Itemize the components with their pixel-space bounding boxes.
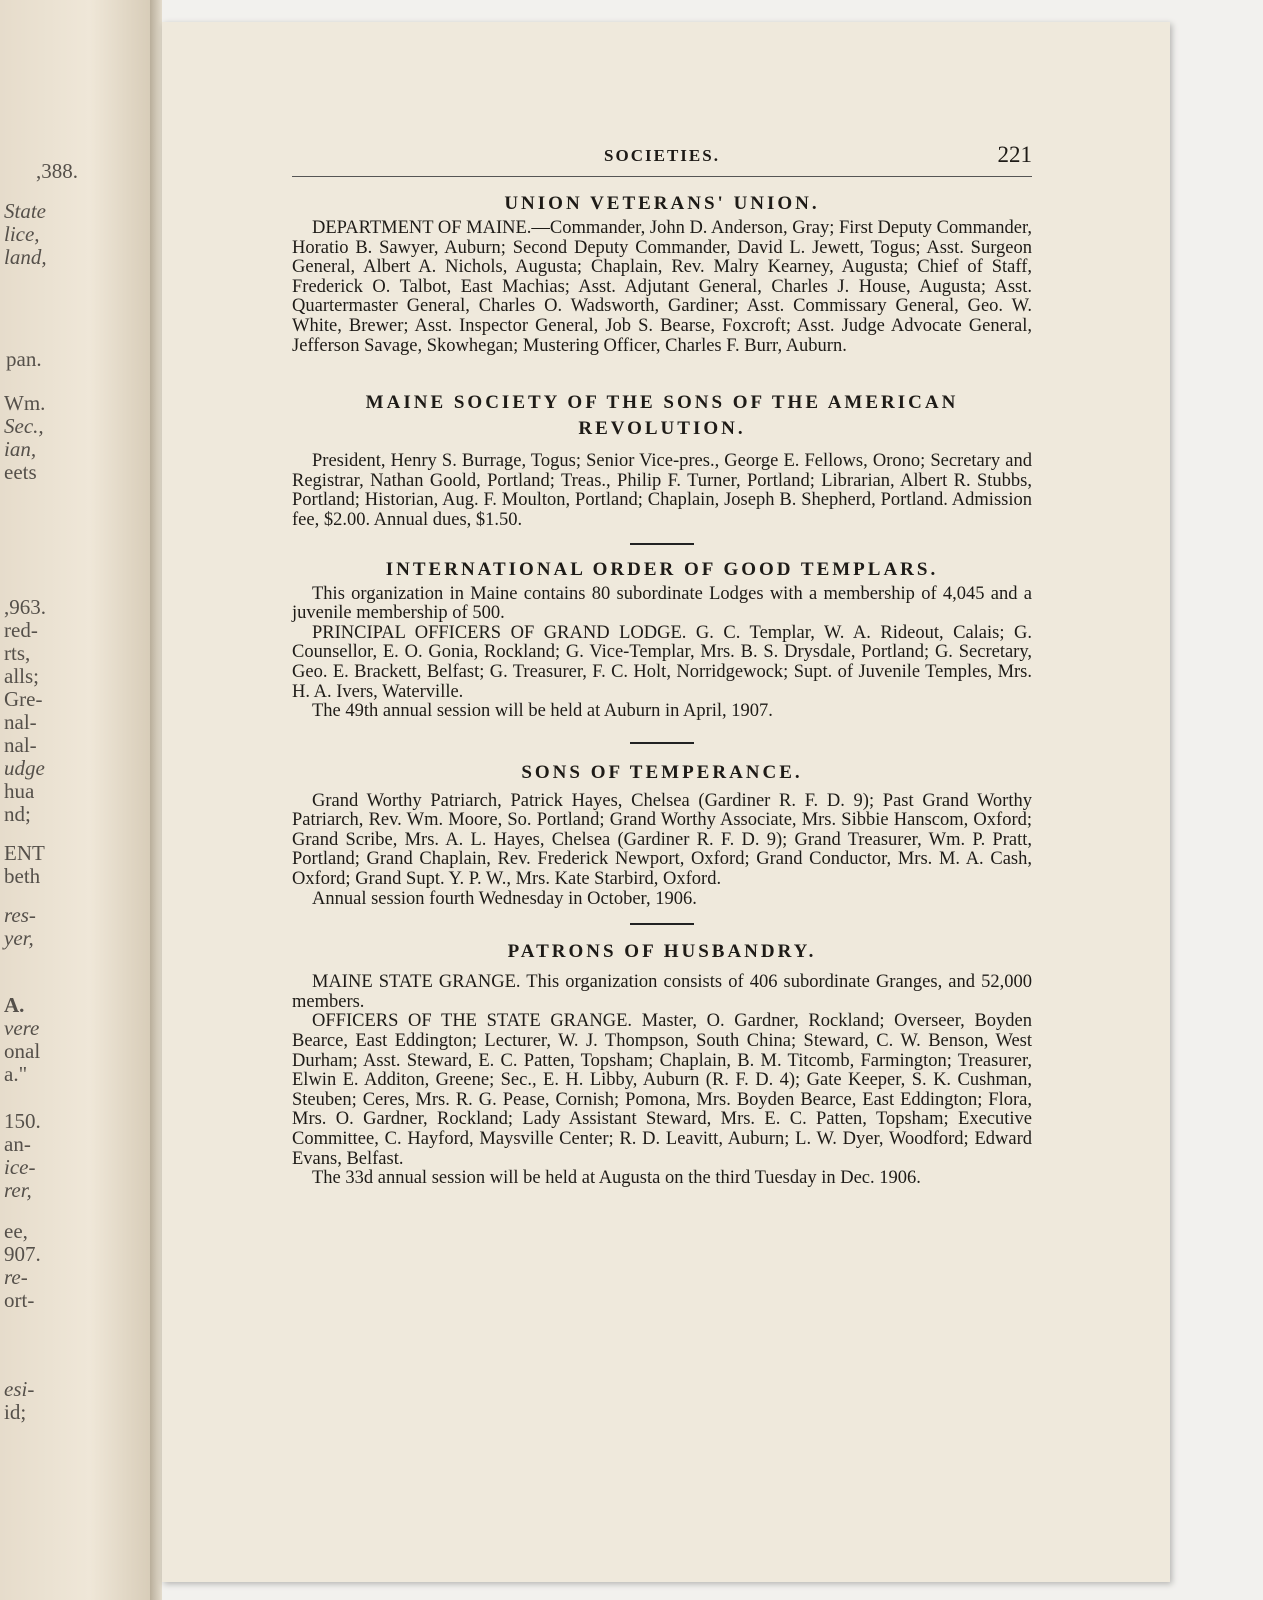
- section-paragraph: This organization in Maine contains 80 subordinate Lodges with a membership of 4,045 and a juvenile membership of 500.: [292, 583, 1032, 624]
- fragment-line: 150.: [4, 1109, 41, 1133]
- left-page-fragment: [4, 596, 150, 826]
- fragment-line: nal-: [4, 733, 37, 757]
- section-paragraph: PRINCIPAL OFFICERS OF GRAND LODGE. G. C. Templar, W. A. Rideout, Calais; G. Counsellor, E. O. Gonia, Rockland; G. Vice-Templar, Mrs. B. S. Drysdale, Portland; G. Secretary, Geo. E. Brackett, Belfast; G. Treasurer, F. C. Holt, Norridgewock; Supt. of Juvenile Temples, Mrs. H. A. Ivers, Waterville.: [292, 622, 1032, 702]
- section-paragraph: President, Henry S. Burrage, Togus; Senior Vice-pres., George E. Fellows, Orono; Secretary and Registrar, Nathan Goold, Portland; Treas., Philip F. Turner, Portland; Librarian, Albert R. Stubbs, Portland; Historian, Aug. F. Moulton, Portland; Chaplain, Joseph B. Shepherd, Portland. Admission fee, $2.00. Annual dues, $1.50.: [292, 451, 1032, 530]
- running-header-title: SOCIETIES.: [604, 146, 720, 165]
- section-title: PATRONS OF HUSBANDRY.: [507, 941, 817, 963]
- fragment-line: beth: [4, 864, 41, 888]
- section-paragraph: Annual session fourth Wednesday in October, 1906.: [312, 888, 697, 909]
- fragment-line: ice-: [4, 1155, 36, 1179]
- section-paragraph: The 33d annual session will be held at Augusta on the third Tuesday in Dec. 1906.: [312, 1168, 921, 1189]
- book-page: [162, 22, 1170, 1582]
- fragment-line: esi-: [4, 1377, 35, 1401]
- fragment-line: alls;: [4, 664, 39, 688]
- fragment-line: State: [4, 199, 46, 223]
- section-divider: [630, 742, 694, 744]
- fragment-line: an-: [4, 1132, 31, 1156]
- fragment-line: udge: [4, 756, 45, 780]
- section-sons-of-temperance: [292, 760, 1032, 910]
- fragment-line: onal: [4, 1039, 41, 1063]
- left-page-fragment: [4, 1220, 150, 1312]
- left-page-fragment: [36, 160, 150, 183]
- fragment-line: ENT: [4, 841, 45, 865]
- section-paragraph: The 49th annual session will be held at Auburn in April, 1907.: [312, 701, 773, 722]
- fragment-line: res-: [4, 903, 36, 927]
- page-content: [292, 142, 1032, 1189]
- running-header: [292, 142, 1032, 177]
- fragment-line: rts,: [4, 641, 31, 665]
- fragment-line: hua: [4, 779, 35, 803]
- fragment-line: ee,: [4, 1219, 28, 1243]
- fragment-line: nal-: [4, 710, 37, 734]
- section-title: INTERNATIONAL ORDER OF GOOD TEMPLARS.: [385, 558, 939, 580]
- fragment-line: land,: [4, 245, 47, 269]
- section-title: SONS OF TEMPERANCE.: [521, 761, 803, 783]
- section-union-veterans-union: [292, 191, 1032, 356]
- left-page-fragment: [4, 1110, 150, 1202]
- fragment-line: rer,: [4, 1178, 32, 1202]
- book-gutter: [150, 0, 162, 1600]
- section-paragraph: Grand Worthy Patriarch, Patrick Hayes, Chelsea (Gardiner R. F. D. 9); Past Grand Worthy Patriarch, Rev. Wm. Moore, So. Portland; Grand Worthy Associate, Mrs. Sibbie Hanscom, Oxford; Grand Scribe, Mrs. A. L. Hayes, Chelsea (Gardiner R. F. D. 9); Grand Treasurer, Wm. P. Pratt, Portland; Grand Chaplain, Rev. Frederick Newport, Oxford; Grand Conductor, Mrs. M. A. Cash, Oxford; Grand Supt. Y. P. W., Mrs. Kate Starbird, Oxford.: [292, 790, 1032, 890]
- left-page-fragment: [4, 200, 150, 269]
- left-page-fragment: [4, 1378, 150, 1424]
- fragment-line: Wm.: [4, 391, 46, 415]
- fragment-line: re-: [4, 1265, 28, 1289]
- left-page-fragment: [4, 842, 150, 888]
- fragment-line: lice,: [4, 222, 40, 246]
- fragment-line: red-: [4, 618, 38, 642]
- fragment-line: nd;: [4, 802, 31, 826]
- left-page-margin: [0, 0, 150, 1600]
- section-title: MAINE SOCIETY OF THE SONS OF THE AMERICAN REVOLUTION.: [365, 392, 959, 440]
- fragment-line: ,388.: [36, 159, 78, 183]
- fragment-line: ian,: [4, 437, 37, 461]
- section-paragraph: MAINE STATE GRANGE. This organization consists of 406 subordinate Granges, and 52,000 members.: [292, 972, 1032, 1012]
- fragment-line: Gre-: [4, 687, 43, 711]
- fragment-line: eets: [4, 460, 37, 484]
- left-page-fragment: [4, 904, 150, 950]
- fragment-line: ort-: [4, 1288, 35, 1312]
- fragment-line: Sec.,: [4, 414, 44, 438]
- fragment-line: 907.: [4, 1242, 41, 1266]
- page-number: 221: [997, 142, 1032, 167]
- section-paragraph: OFFICERS OF THE STATE GRANGE. Master, O. Gardner, Rockland; Overseer, Boyden Bearce, East Eddington; Lecturer, W. J. Thompson, South China; Steward, C. W. Benson, West Durham; Asst. Steward, E. C. Patten, Topsham; Chaplain, B. M. Titcomb, Farmington; Treasurer, Elwin E. Additon, Greene; Sec., E. H. Libby, Auburn (R. F. D. 4); Gate Keeper, S. K. Cushman, Steuben; Ceres, Mrs. R. G. Pease, Cornish; Pomona, Mrs. Boyden Bearce, East Eddington; Flora, Mrs. O. Gardner, Rockland; Lady Assistant Steward, Mrs. E. C. Patten, Topsham; Executive Committee, C. Hayford, Maysville Center; R. D. Leavitt, Auburn; L. W. Dyer, Woodford; Edward Evans, Belfast.: [292, 1011, 1032, 1169]
- section-divider: [630, 543, 694, 545]
- fragment-line: pan.: [6, 347, 42, 371]
- left-page-fragment: [4, 994, 150, 1086]
- section-paragraph: DEPARTMENT OF MAINE.—Commander, John D. Anderson, Gray; First Deputy Commander, Horatio B. Sawyer, Auburn; Second Deputy Commander, David L. Jewett, Togus; Asst. Surgeon General, Albert A. Nichols, Augusta; Chaplain, Rev. Malry Kearney, Augusta; Chief of Staff, Frederick O. Talbot, East Machias; Asst. Adjutant General, Charles J. House, Augusta; Asst. Quartermaster General, Charles O. Wadsworth, Gardiner; Asst. Commissary General, Geo. W. White, Brewer; Asst. Inspector General, Job S. Bearse, Foxcroft; Asst. Judge Advocate General, Jefferson Savage, Skowhegan; Mustering Officer, Charles F. Burr, Auburn.: [292, 218, 1032, 356]
- fragment-line: ,963.: [4, 595, 46, 619]
- left-page-fragment: [6, 348, 150, 371]
- section-good-templars: [292, 557, 1032, 722]
- fragment-line: vere: [4, 1016, 40, 1040]
- fragment-line: id;: [4, 1400, 27, 1424]
- fragment-line: yer,: [4, 926, 34, 950]
- section-sons-of-american-revolution: [292, 390, 1032, 530]
- section-divider: [630, 923, 694, 925]
- section-patrons-of-husbandry: [292, 939, 1032, 1189]
- fragment-line: a.": [4, 1062, 28, 1086]
- left-page-fragment: [4, 392, 150, 484]
- fragment-line: A.: [4, 993, 25, 1017]
- section-title: UNION VETERANS' UNION.: [504, 193, 820, 214]
